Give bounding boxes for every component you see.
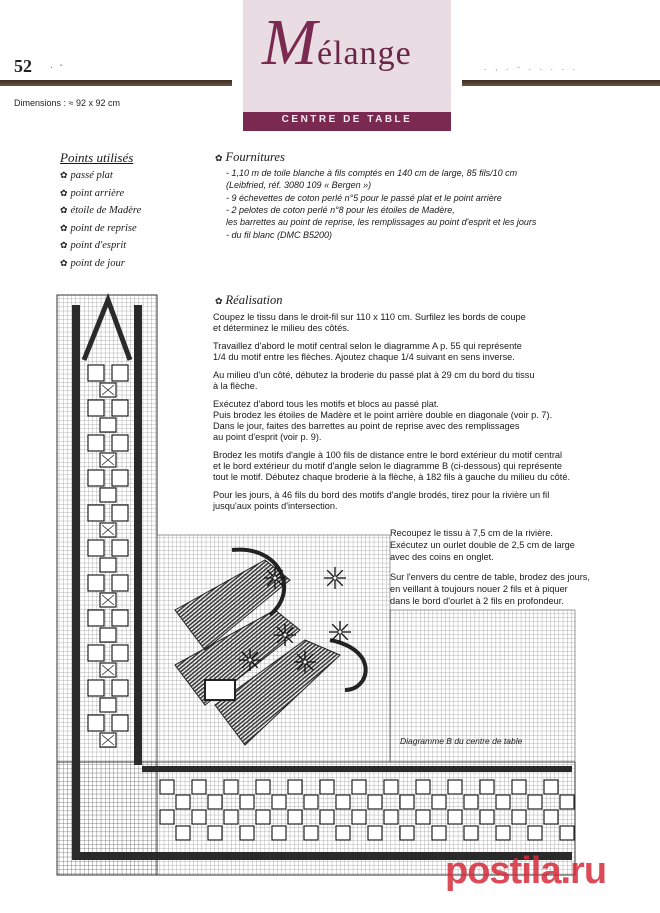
block-motif — [192, 810, 206, 824]
block-motif — [480, 810, 494, 824]
block-motif — [112, 575, 128, 591]
block-motif — [400, 795, 414, 809]
block-motif — [88, 715, 104, 731]
block-motif — [272, 795, 286, 809]
point-item-label: point de jour — [70, 257, 125, 269]
block-motif — [100, 418, 116, 432]
block-motif — [224, 810, 238, 824]
flower-icon: ✿ — [215, 296, 223, 306]
block-motif — [320, 810, 334, 824]
block-motif — [560, 826, 574, 840]
realisation-line: Exécutez d'abord tous les motifs et blocs au passé plat. — [213, 399, 439, 409]
point-item-label: point d'esprit — [70, 240, 127, 251]
block-motif — [368, 795, 382, 809]
block-motif — [112, 435, 128, 451]
block-motif — [480, 780, 494, 794]
block-motif — [464, 826, 478, 840]
block-motif — [176, 826, 190, 840]
block-motif — [208, 826, 222, 840]
block-motif — [288, 780, 302, 794]
block-motif — [112, 610, 128, 626]
realisation-line: tout le motif. Débutez chaque broderie à la flèche, à 182 fils à gauche du milieu du côté. — [213, 472, 571, 482]
block-motif — [112, 400, 128, 416]
block-motif — [88, 575, 104, 591]
block-motif — [112, 540, 128, 556]
block-motif — [112, 365, 128, 381]
block-motif — [224, 780, 238, 794]
realisation-line: Recoupez le tissu à 7,5 cm de la rivière. — [390, 528, 553, 538]
fournitures-line: les barrettes au point de reprise, les remplissages au point d'esprit et les jours — [226, 217, 537, 228]
block-motif — [112, 505, 128, 521]
block-motif — [160, 780, 174, 794]
diagram-caption: Diagramme B du centre de table — [400, 736, 523, 746]
point-item-label: étoile de Madère — [70, 205, 142, 216]
block-motif — [512, 780, 526, 794]
block-motif — [320, 780, 334, 794]
realisation-line: Coupez le tissu dans le droit-fil sur 110 x 110 cm. Surfilez les bords de coupe — [213, 312, 526, 322]
title-rest: élange — [316, 35, 412, 72]
realisation-line: Pour les jours, à 46 fils du bord des motifs d'angle brodés, tirez pour la rivière un fil — [213, 490, 550, 500]
block-motif — [112, 715, 128, 731]
point-item-label: point arrière — [70, 187, 125, 199]
block-motif — [256, 780, 270, 794]
block-motif — [88, 540, 104, 556]
edge-band — [142, 766, 572, 772]
madeira-star-center — [338, 630, 342, 634]
fournitures-line: (Leibfried, réf. 3080 109 « Bergen ») — [226, 180, 372, 191]
block-motif — [304, 826, 318, 840]
block-motif — [304, 795, 318, 809]
realisation-line: Puis brodez les étoiles de Madère et le point arrière double en diagonale (voir p. 7). — [213, 410, 553, 420]
block-motif — [88, 680, 104, 696]
block-motif — [240, 795, 254, 809]
realisation-line: et le bord extérieur du motif d'angle selon le diagramme B (ci-dessous) qui représente — [213, 461, 563, 471]
block-motif — [88, 435, 104, 451]
block-motif — [448, 780, 462, 794]
block-motif — [560, 795, 574, 809]
block-motif — [88, 645, 104, 661]
fournitures-line: - 1,10 m de toile blanche à fils comptés en 140 cm de large, 85 fils/10 cm — [226, 168, 518, 178]
page-number-dots: . - — [50, 60, 65, 71]
madeira-star-center — [283, 633, 287, 637]
block-motif — [384, 780, 398, 794]
fournitures-line: - du fil blanc (DMC B5200) — [226, 229, 333, 240]
block-motif — [100, 488, 116, 502]
block-motif — [336, 826, 350, 840]
madeira-star-center — [273, 576, 277, 580]
realisation-line: Dans le jour, faites des barrettes au point de reprise avec des remplissages — [213, 421, 520, 431]
realisation-line: 1/4 du motif entre les flèches. Ajoutez chaque 1/4 suivant en sens inverse. — [213, 352, 515, 362]
realisation-line: jusqu'aux points d'intersection. — [213, 501, 338, 511]
flower-icon: ✿ — [60, 187, 68, 198]
block-motif — [112, 470, 128, 486]
realisation-line: Exécutez un ourlet double de 2,5 cm de large — [390, 540, 575, 550]
block-motif — [160, 810, 174, 824]
watermark — [445, 850, 606, 893]
block-motif — [416, 780, 430, 794]
block-motif — [464, 795, 478, 809]
realisation-line: avec des coins en onglet. — [390, 552, 494, 562]
madeira-star-center — [303, 660, 307, 664]
realisation-line: et déterminez le milieu des côtés. — [213, 323, 350, 333]
block-motif — [100, 558, 116, 572]
block-motif — [208, 795, 222, 809]
realisation-line: Travaillez d'abord le motif central selon le diagramme A p. 55 qui représente — [213, 341, 522, 351]
block-motif — [240, 826, 254, 840]
point-item-label: point de reprise — [70, 222, 137, 234]
flower-icon: ✿ — [60, 240, 68, 250]
header-dots: . , . - . . . . . — [484, 62, 579, 72]
block-motif — [496, 795, 510, 809]
block-motif — [176, 795, 190, 809]
block-motif — [88, 610, 104, 626]
madeira-star-center — [248, 658, 252, 662]
block-motif — [544, 810, 558, 824]
block-motif — [528, 795, 542, 809]
block-motif — [256, 810, 270, 824]
block-motif — [448, 810, 462, 824]
block-motif — [368, 826, 382, 840]
realisation-line: Brodez les motifs d'angle à 100 fils de distance entre le bord extérieur du motif central — [213, 450, 563, 460]
page-number: 52 — [14, 56, 32, 76]
block-motif — [288, 810, 302, 824]
point-item-label: passé plat — [70, 170, 113, 181]
block-motif — [192, 780, 206, 794]
flower-icon: ✿ — [215, 153, 223, 163]
block-motif — [528, 826, 542, 840]
block-motif — [88, 365, 104, 381]
block-motif — [384, 810, 398, 824]
fournitures-title-text: Fournitures — [225, 150, 285, 164]
edge-band — [72, 305, 80, 860]
realisation-line: au point d'esprit (voir p. 9). — [213, 432, 322, 442]
block-motif — [544, 780, 558, 794]
fournitures-line: - 2 pelotes de coton perlé n°8 pour les étoiles de Madère, — [226, 204, 455, 215]
flower-icon: ✿ — [60, 257, 68, 268]
realisation-line: dans le bord d'ourlet à 2 fils en profondeur. — [390, 596, 564, 606]
subtitle: CENTRE DE TABLE — [281, 114, 413, 125]
block-motif — [352, 810, 366, 824]
flower-icon: ✿ — [60, 170, 68, 180]
block-motif — [272, 826, 286, 840]
block-motif — [100, 698, 116, 712]
block-motif — [352, 780, 366, 794]
block-motif — [400, 826, 414, 840]
block-motif — [432, 795, 446, 809]
block-motif — [336, 795, 350, 809]
block-motif — [432, 826, 446, 840]
title-initial: M — [262, 6, 317, 79]
block-motif — [205, 680, 235, 700]
block-motif — [112, 680, 128, 696]
block-motif — [88, 400, 104, 416]
edge-band — [134, 305, 142, 765]
realisation-line: à la flèche. — [213, 381, 258, 391]
watermark-text: postila — [445, 850, 561, 892]
realisation-line: Sur l'envers du centre de table, brodez des jours, — [390, 572, 590, 582]
block-motif — [88, 505, 104, 521]
block-motif — [88, 470, 104, 486]
block-motif — [416, 810, 430, 824]
watermark-tld: .ru — [560, 850, 607, 892]
dimensions: Dimensions : ≈ 92 x 92 cm — [14, 98, 120, 108]
block-motif — [100, 628, 116, 642]
flower-icon: ✿ — [60, 222, 68, 233]
madeira-star-center — [333, 576, 337, 580]
flower-icon: ✿ — [60, 205, 68, 215]
realisation-title-text: Réalisation — [225, 293, 283, 307]
block-motif — [496, 826, 510, 840]
block-motif — [112, 645, 128, 661]
block-motif — [512, 810, 526, 824]
realisation-line: Au milieu d'un côté, débutez la broderie du passé plat à 29 cm du bord du tissu — [213, 370, 535, 380]
points-title: Points utilisés — [60, 150, 134, 165]
realisation-line: en veillant à toujours nouer 2 fils et à piquer — [390, 584, 568, 594]
fournitures-line: - 9 échevettes de coton perlé n°5 pour le passé plat et le point arrière — [226, 192, 502, 203]
